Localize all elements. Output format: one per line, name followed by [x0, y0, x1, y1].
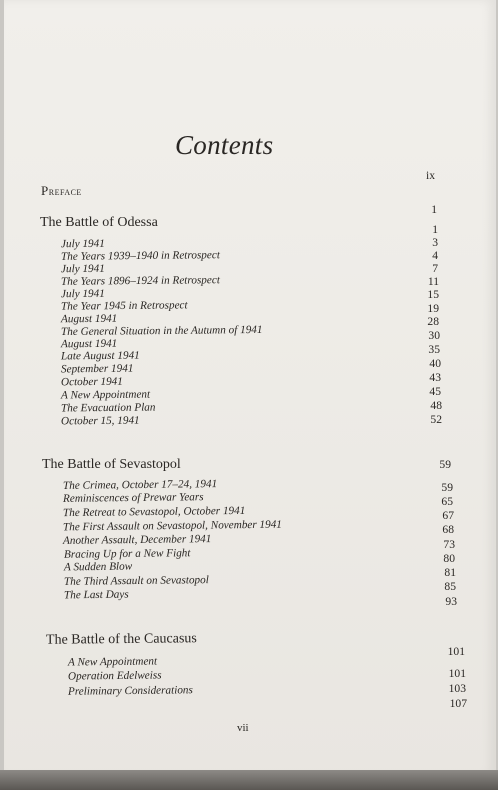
toc-page-number: 93: [445, 595, 457, 608]
toc-page-number: 67: [442, 509, 454, 522]
toc-entry: October 15, 1941: [60, 414, 140, 428]
toc-page-number: 7: [432, 262, 438, 275]
toc-entry: July 1941: [60, 237, 105, 251]
toc-entry: The Third Assault on Sevastopol: [63, 574, 209, 588]
toc-entry: A Sudden Blow: [63, 560, 133, 574]
toc-entry: The Evacuation Plan: [60, 401, 156, 415]
toc-entry: A New Appointment: [67, 655, 158, 669]
toc-entry: The Last Days: [63, 588, 129, 602]
toc-entry: Bracing Up for a New Fight: [63, 547, 191, 561]
toc-page-number: 43: [429, 371, 441, 384]
section-page-odessa: 1: [431, 203, 437, 216]
toc-page-number: 103: [448, 682, 466, 695]
section-heading-odessa: The Battle of Odessa: [40, 215, 158, 230]
toc-entry: Operation Edelweiss: [67, 669, 162, 683]
page-title: Contents: [175, 130, 274, 160]
toc-entry: August 1941: [60, 312, 118, 326]
toc-entry: Late August 1941: [60, 349, 140, 363]
toc-page-number: 15: [427, 288, 439, 301]
toc-entry: The First Assault on Sevastopol, November 1941: [62, 518, 282, 534]
section-page-sevastopol: 59: [439, 458, 451, 471]
toc-page-number: 48: [430, 399, 442, 412]
toc-entry: The Retreat to Sevastopol, October 1941: [62, 504, 246, 520]
toc-entry: The Years 1896–1924 in Retrospect: [60, 274, 220, 288]
toc-entry: The Years 1939–1940 in Retrospect: [60, 249, 220, 263]
toc-page-number: 107: [449, 697, 467, 710]
preface-label: Preface: [41, 183, 82, 198]
section-heading-caucasus: The Battle of the Caucasus: [45, 631, 197, 648]
toc-page-number: 81: [444, 566, 456, 579]
toc-entry: The Crimea, October 17–24, 1941: [62, 478, 218, 492]
toc-page-number: 30: [428, 329, 440, 342]
section-page-caucasus: 101: [447, 645, 465, 658]
toc-entry: Reminiscences of Prewar Years: [62, 491, 204, 505]
toc-page-number: 40: [429, 357, 441, 370]
toc-page-number: 1: [432, 223, 438, 236]
toc-entry: The General Situation in the Autumn of 1941: [60, 323, 263, 339]
toc-entry: A New Appointment: [60, 388, 151, 402]
toc-entry: Another Assault, December 1941: [62, 533, 212, 547]
toc-page-number: 52: [430, 413, 442, 426]
toc-page-number: 4: [432, 249, 438, 262]
toc-page-number: 45: [429, 385, 441, 398]
toc-page-number: 85: [444, 580, 456, 593]
toc-page-number: 80: [443, 552, 455, 565]
toc-page-number: 35: [428, 343, 440, 356]
toc-page-number: 11: [427, 275, 439, 288]
toc-entry: September 1941: [60, 362, 134, 376]
section-heading-sevastopol: The Battle of Sevastopol: [42, 457, 181, 472]
toc-page-number: 3: [432, 236, 438, 249]
toc-page-number: 59: [441, 481, 453, 494]
toc-entry: The Year 1945 in Retrospect: [60, 299, 188, 313]
page-folio: vii: [237, 722, 249, 734]
toc-page-number: 68: [442, 523, 454, 536]
toc-page-number: 19: [427, 302, 439, 315]
toc-page-number: 73: [443, 538, 455, 551]
toc-page-number: 65: [441, 495, 453, 508]
toc-entry: Preliminary Considerations: [67, 684, 193, 698]
toc-entry: August 1941: [60, 337, 118, 351]
toc-entry: October 1941: [60, 375, 123, 389]
toc-page-number: 28: [427, 315, 439, 328]
preface-page: ix: [425, 169, 435, 182]
toc-page-number: 101: [448, 667, 466, 680]
page-edge-shadow: [0, 770, 498, 790]
toc-entry: July 1941: [60, 262, 105, 276]
toc-entry: July 1941: [60, 287, 105, 301]
